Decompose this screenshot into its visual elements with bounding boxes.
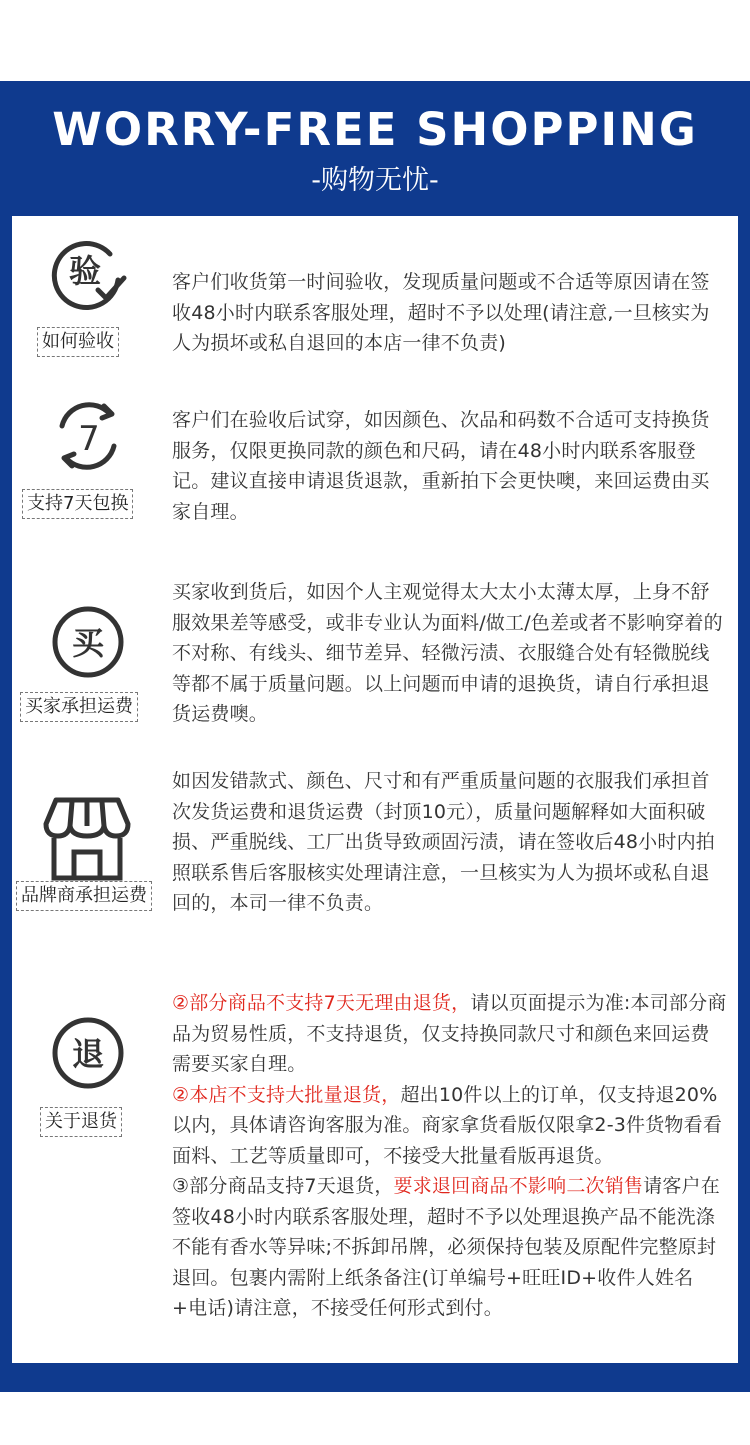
returns-text-3b: 请客户在签收48小时内联系客服处理，超时不予以处理退换产品不能洗涤不能有香水等异味;不拆卸吊牌，必须保持包装及原配件完整原封退回。包裹内需附上纸条备注(订单编号+旺旺ID+收件人姓名+电话)请注意，不接受任何形式到付。 <box>172 1175 720 1319</box>
section-text: 客户们在验收后试穿，如因颜色、次品和码数不合适可支持换货服务，仅限更换同款的颜色和尺码，请在48小时内联系客服登记。建议直接申请退货退款，重新拍下会更快噢，来回运费由买家自理。 <box>172 409 710 523</box>
returns-text-1: 请以页面提示为准:本司部分商品为贸易性质，不支持退货，仅支持换同款尺寸和颜色来回运费需要买家自理。 <box>172 992 727 1075</box>
svg-text:验: 验 <box>68 252 102 290</box>
section-text: 客户们收货第一时间验收，发现质量问题或不合适等原因请在签收48小时内联系客服处理，超时不予以处理(请注意,一旦核实为人为损坏或私自退回的本店一律不负责) <box>172 271 710 354</box>
returns-text <box>172 988 728 1324</box>
svg-text:退: 退 <box>71 1035 105 1073</box>
tag-buyer-shipping: 买家承担运费 <box>20 692 138 722</box>
storefront-icon <box>42 794 132 884</box>
page-title: WORRY-FREE SHOPPING <box>52 103 698 156</box>
svg-text:7: 7 <box>78 419 100 459</box>
returns-highlight-1: ②部分商品不支持7天无理由退货， <box>172 992 471 1014</box>
section-text: 买家收到货后，如因个人主观觉得太大太小太薄太厚，上身不舒服效果差等感受，或非专业认为面料/做工/色差或者不影响穿着的不对称、有线头、细节差异、轻微污渍、衣服缝合处有轻微脱线等都不属于质量问题。以上问题而申请的退换货，请自行承担退货运费噢。 <box>172 581 723 725</box>
yan-inspect-icon <box>48 232 128 312</box>
section-text: 如因发错款式、颜色、尺寸和有严重质量问题的衣服我们承担首次发货运费和退货运费（封顶10元），质量问题解释如大面积破损、严重脱线、工厂出货导致顽固污渍，请在签收后48小时内拍照联系售后客服核实处理请注意，一旦核实为人为损坏或私自退回的，本司一律不负责。 <box>172 770 715 914</box>
seven-day-cycle-icon <box>48 396 128 476</box>
returns-highlight-3: 要求退回商品不影响二次销售 <box>393 1175 644 1197</box>
tag-returns: 关于退货 <box>40 1107 122 1137</box>
tag-brand-shipping: 品牌商承担运费 <box>16 881 152 911</box>
returns-text-2: 超出10件以上的订单，仅支持退20%以内，具体请咨询客服为准。商家拿货看版仅限拿2-3件货物看看面料、工艺等质量即可，不接受大批量看版再退货。 <box>172 1083 723 1167</box>
returns-mark-2: ② <box>172 1083 190 1106</box>
content-panel <box>12 216 738 1363</box>
mai-buyer-icon <box>48 602 128 682</box>
tag-inspection: 如何验收 <box>37 327 119 357</box>
tui-return-icon <box>48 1013 128 1093</box>
page-subtitle: -购物无忧- <box>311 165 439 196</box>
returns-text-3a: ③部分商品支持7天退货， <box>172 1175 394 1197</box>
svg-text:买: 买 <box>71 624 105 662</box>
tag-seven-day-exchange: 支持7天包换 <box>22 489 133 519</box>
returns-highlight-2: 本店不支持大批量退货， <box>189 1083 401 1106</box>
